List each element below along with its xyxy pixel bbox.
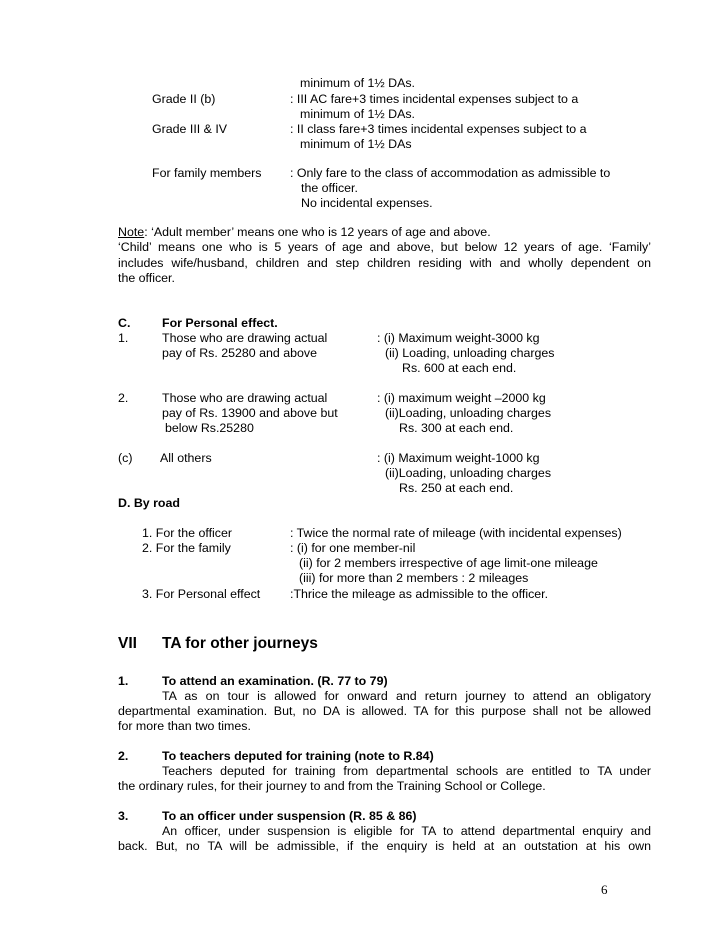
c-item3-desc1: All others [160, 451, 212, 465]
vii-item2-num: 2. [118, 749, 129, 763]
c-item2-val2: (ii)Loading, unloading charges [385, 406, 552, 420]
c-item3-num: (c) [118, 451, 133, 465]
vii-item2-line1: Teachers deputed for training from departmental schools are entitled to TA under [162, 764, 651, 778]
family-label: For family members [152, 166, 262, 180]
grade3-line2: minimum of 1½ DAs [300, 137, 412, 151]
section-c-title: For Personal effect. [162, 316, 278, 330]
note-prefix: Note [118, 225, 145, 239]
c-item1-desc2: pay of Rs. 25280 and above [162, 346, 317, 360]
note-line1 [118, 225, 491, 240]
grade2b-line2: minimum of 1½ DAs. [300, 107, 415, 121]
c-item2-val3: Rs. 300 at each end. [399, 421, 514, 435]
grade3-line1: : II class fare+3 times incidental expenses subject to a [290, 122, 587, 136]
d-item1-val: : Twice the normal rate of mileage (with incidental expenses) [290, 526, 622, 540]
d-item2-val1: : (i) for one member-nil [290, 541, 416, 555]
page-number: 6 [601, 882, 608, 897]
c-item1-val3: Rs. 600 at each end. [402, 361, 517, 375]
section-d-title: D. By road [118, 496, 180, 510]
c-item3-val1: : (i) Maximum weight-1000 kg [377, 451, 540, 465]
d-item2-label: 2. For the family [142, 541, 231, 555]
d-item3-label: 3. For Personal effect [142, 587, 261, 601]
c-item2-desc2: pay of Rs. 13900 and above but [162, 406, 338, 420]
note-line1-text: : ‘Adult member’ means one who is 12 years of age and above. [144, 225, 491, 239]
d-item1-label: 1. For the officer [142, 526, 232, 540]
note-line2: ‘Child’ means one who is 5 years of age and above, but below 12 years of age. ‘Family’ [118, 240, 651, 254]
family-line1: : Only fare to the class of accommodation as admissible to [290, 166, 611, 180]
c-item3-val2: (ii)Loading, unloading charges [385, 466, 552, 480]
note-line3: includes wife/husband, children and step children residing with and wholly dependent on [118, 256, 651, 270]
section-vii-title: TA for other journeys [162, 635, 318, 652]
vii-item3-title: To an officer under suspension (R. 85 & 86) [162, 809, 417, 823]
vii-item1-line1: TA as on tour is allowed for onward and return journey to attend an obligatory [162, 689, 651, 703]
c-item3-val3: Rs. 250 at each end. [399, 481, 514, 495]
note-line4: the officer. [118, 271, 175, 285]
grade2b-line1: : III AC fare+3 times incidental expenses subject to a [290, 92, 579, 106]
vii-item3-line2: back. But, no TA will be admissible, if the enquiry is held at an outstation at his own [118, 839, 651, 853]
d-item2-val2: (ii) for 2 members irrespective of age limit-one mileage [299, 556, 598, 570]
section-vii-num: VII [118, 635, 137, 652]
vii-item3-line1: An officer, under suspension is eligible for TA to attend departmental enquiry and [162, 824, 651, 838]
d-item3-val: :Thrice the mileage as admissible to the officer. [290, 587, 549, 601]
vii-item1-line2: departmental examination. But, no DA is allowed. TA for this purpose shall not be allowed [118, 704, 651, 718]
grade3-label: Grade III & IV [152, 122, 228, 136]
family-line2: the officer. [301, 181, 358, 195]
vii-item1-num: 1. [118, 674, 129, 688]
c-item2-desc3: below Rs.25280 [165, 421, 254, 435]
c-item1-val1: : (i) Maximum weight-3000 kg [377, 331, 540, 345]
vii-item3-num: 3. [118, 809, 129, 823]
c-item2-desc1: Those who are drawing actual [162, 391, 328, 405]
c-item2-num: 2. [118, 391, 129, 405]
c-item1-val2: (ii) Loading, unloading charges [385, 346, 555, 360]
d-item2-val3: (iii) for more than 2 members : 2 mileages [299, 571, 529, 585]
grade2b-label: Grade II (b) [152, 92, 216, 106]
vii-item1-title: To attend an examination. (R. 77 to 79) [162, 674, 388, 688]
c-item2-val1: : (i) maximum weight –2000 kg [377, 391, 546, 405]
c-item1-num: 1. [118, 331, 129, 345]
vii-item2-title: To teachers deputed for training (note to R.84) [162, 749, 434, 763]
c-item1-desc1: Those who are drawing actual [162, 331, 328, 345]
section-c-letter: C. [118, 316, 131, 330]
grade-cont-line: minimum of 1½ DAs. [300, 76, 415, 90]
vii-item1-line3: for more than two times. [118, 719, 251, 733]
vii-item2-line2: the ordinary rules, for their journey to and from the Training School or College. [118, 779, 546, 793]
family-line3: No incidental expenses. [301, 196, 433, 210]
